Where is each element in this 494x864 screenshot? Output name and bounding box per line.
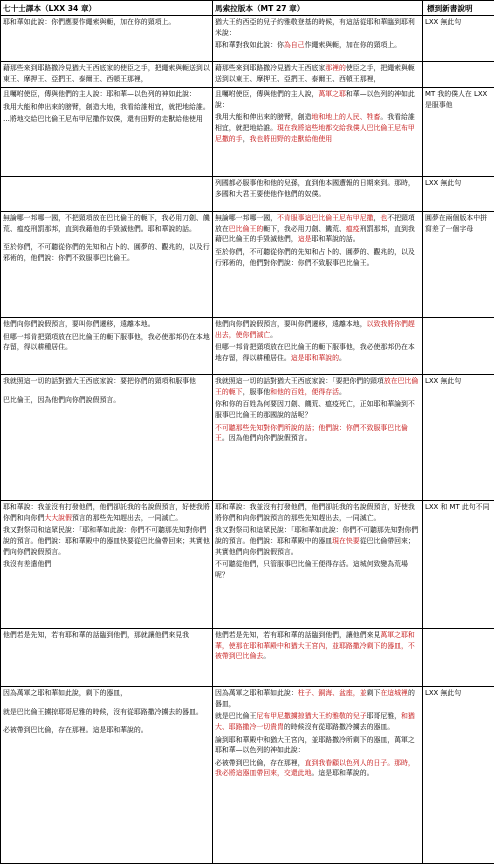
- note-cell: MT 我的僕人在 LXX 是服事他: [423, 88, 494, 177]
- highlight-span: 瘟疫: [346, 225, 360, 233]
- table-row: [1, 88, 494, 177]
- verse-paragraph: 我就照這一切的話對猶大王西底家說：「要把你們的頸項放在巴比倫王的軛下，服事他和他的百姓，便得存活。: [215, 376, 420, 397]
- mt-cell: [213, 318, 423, 375]
- highlight-span: 柱子、銅海、盆座，並: [298, 689, 367, 697]
- table-row: [1, 62, 494, 88]
- verse-paragraph: 耶和華如此說：你們應要作繩索與軛，加在你的頸項上。: [3, 17, 210, 28]
- highlight-span: 大大說假: [44, 514, 72, 522]
- highlight-span: 和猶大、耶路撒冷一切貴胄: [215, 712, 415, 731]
- highlight-span: 放在巴比倫王的軛下: [215, 377, 418, 396]
- verse-paragraph: 至於你們，不可聽從你們的先知和占卜的、圓夢的、觀兆的，以及行邪術的，他們說：你們不致服事巴比倫王。: [3, 242, 210, 263]
- lxx-cell: [1, 16, 213, 62]
- mt-cell: [213, 212, 423, 318]
- highlight-span: 地和地上的人民、牲畜: [311, 113, 380, 121]
- verse-paragraph: 我用大能和伸出來的膀臂，創造大地，我看給誰相宜，就把地給誰。: [3, 102, 210, 113]
- verse-paragraph: 耶和華說：我並沒有打發他們，他們卻託我的名說假預言，好使我將你們和向你們說預言的那些先知趕出去，一同滅亡。: [215, 502, 420, 523]
- table-row: [1, 177, 494, 212]
- verse-paragraph: 他們向你們說假預言，要叫你們遷移，遠離本地。: [3, 319, 210, 330]
- verse-paragraph: 就是巴比倫王尼布甲尼撒擄掠猶大王約雅敬的兒子耶哥尼雅，和猶大、耶路撒冷一切貴胄的時候沒有從耶路撒冷擄去的器皿。: [215, 711, 420, 732]
- verse-paragraph: 耶和華說：我並沒有打發他們，他們卻託我的名說假預言，好使我將你們和向你們大大說假預言的那些先知趕出去，一同滅亡。: [3, 502, 210, 523]
- mt-cell: [213, 177, 423, 212]
- highlight-span: 現在快要: [332, 537, 360, 545]
- header-row: [1, 1, 494, 16]
- note-cell: [423, 629, 494, 687]
- verse-paragraph: 藉那些來到耶路撒冷見猶大王西底家的使臣之手，把繩索與軛送到以東王、摩押王、亞捫王、泰爾王、西頓王那裡，: [3, 63, 210, 84]
- note-cell: [423, 62, 494, 88]
- highlight-span: 萬軍之耶: [318, 90, 346, 98]
- lxx-cell: [1, 687, 213, 864]
- verse-paragraph: 因為萬軍之耶和華如此說：柱子、銅海、盆座，並剩下在這城裡的器皿，: [215, 688, 420, 709]
- highlight-span: 直到我眷顧以色列人的日子。那時，我必將這器皿帶回來，交還此地: [215, 759, 415, 778]
- verse-paragraph: 但哪一邦肯把頸項放在巴比倫王的軛下服事他，我必使那邦仍在本地存留，得以耕種居住。: [3, 332, 210, 353]
- verse-paragraph: 你和你的百姓為何要因刀劍、饑荒、瘟疫死亡，正如耶和華論到不服事巴比倫王的那國說的話呢？: [215, 399, 420, 420]
- lxx-cell: [1, 318, 213, 375]
- highlight-span: 不可聽那些先知對你們所說的話；他們說：你們不致服事巴比倫王: [215, 424, 408, 443]
- note-cell: [423, 318, 494, 375]
- note-cell: LXX 和 MT 此句不同: [423, 501, 494, 629]
- highlight-span: 那裡的: [325, 64, 346, 72]
- verse-paragraph: 論到耶和華殿中和猶大王宮內，並耶路撒冷所剩下的器皿，萬軍之耶和華—以色列的神如此說：: [215, 735, 420, 756]
- header-lxx: 七十士譯本（LXX 34 章）: [1, 1, 213, 16]
- table-body: [1, 16, 494, 864]
- table-row: [1, 212, 494, 318]
- verse-paragraph: 我又對祭司和這眾民說：「耶和華如此說：你們不可聽那先知對你們說的預言。他們說：耶和華殿中的器皿快要從巴比倫帶回來；其實他們向你們說假預言。: [3, 525, 210, 557]
- lxx-cell: [1, 212, 213, 318]
- verse-paragraph: 必被帶到巴比倫，存在那裡，直到我眷顧以色列人的日子。那時，我必將這器皿帶回來，交還此地。這是耶和華說的。: [215, 758, 420, 779]
- note-cell: LXX 無此句: [423, 375, 494, 501]
- highlight-span: 這是: [298, 235, 312, 243]
- table-row: [1, 375, 494, 501]
- note-cell: LXX 無此句: [423, 687, 494, 864]
- header-note: 標到新書說明: [423, 1, 494, 16]
- mt-cell: [213, 687, 423, 864]
- verse-paragraph: 我沒有差遣他們: [3, 559, 210, 570]
- lxx-cell: [1, 177, 213, 212]
- highlight-span: 在這城裡: [380, 689, 408, 697]
- verse-paragraph: 猶大王約西亞的兒子約雅敬登基的時候，有這話從耶和華臨到耶利米說：: [215, 17, 420, 38]
- highlight-span: 尼布甲尼撒擄掠猶大王約雅敬的兒子: [256, 712, 366, 720]
- verse-paragraph: 至於你們，不可聽從你們的先知和占卜的、圓夢的、觀兆的，以及行邪術的，他們對你們說：你們不致服事巴比倫王。: [215, 247, 420, 268]
- verse-paragraph: 我就照這一切的話對猶大王西底家說：要把你們的頸項和服事他: [3, 376, 210, 387]
- verse-paragraph: 他們向你們說假預言，要叫你們遷移，遠離本地，以致我將你們趕出去，使你們滅亡。: [215, 319, 420, 340]
- mt-cell: [213, 629, 423, 687]
- header-mt: 馬索拉版本（MT 27 章）: [213, 1, 423, 16]
- verse-paragraph: 無論哪一邦哪一國，不把頸項放在巴比倫王的軛下，我必用刀劍、饑荒、瘟疫刑罰那邦，直到我藉他的手毀滅他們。耶和華說的話。: [3, 213, 210, 234]
- table-row: [1, 629, 494, 687]
- verse-paragraph: 因為萬軍之耶和華如此說，剩下的器皿，: [3, 688, 210, 699]
- verse-paragraph: 不可聽從他們，只管服事巴比倫王便得存活。這城何致變為荒場呢？: [215, 559, 420, 580]
- highlight-span: 巴比倫王的: [229, 225, 263, 233]
- note-cell: LXX 無此句: [423, 177, 494, 212]
- lxx-cell: [1, 629, 213, 687]
- verse-paragraph: 藉那些來到耶路撒冷見猶大王西底家那裡的使臣之手，把繩索與軛送到以東王、摩押王、亞捫王、泰爾王、西頓王那裡，: [215, 63, 420, 84]
- verse-paragraph: 我又對祭司和這眾民說：「耶和華如此說：你們不可聽那先知對你們說的預言。他們說：耶和華殿中的器皿現在快要從巴比倫帶回來；其實他們向你們說假預言。: [215, 525, 420, 557]
- mt-cell: [213, 62, 423, 88]
- verse-paragraph: 但哪一邦肯把頸項放在巴比倫王的軛下服事他，我必使那邦仍在本地存留，得以耕種居住。這是耶和華說的。: [215, 342, 420, 363]
- table-row: [1, 16, 494, 62]
- lxx-cell: [1, 501, 213, 629]
- mt-cell: [213, 88, 423, 177]
- highlight-span: 為自己: [284, 41, 305, 49]
- highlight-span: 和他的百姓，便得存活: [270, 388, 339, 396]
- highlight-span: 以致我將你們趕出去，使你們滅亡: [215, 320, 415, 339]
- table-row: [1, 318, 494, 375]
- mt-cell: [213, 375, 423, 501]
- lxx-cell: [1, 88, 213, 177]
- lxx-cell: [1, 375, 213, 501]
- verse-paragraph: 他們若是先知，若有耶和華的話臨到他們，那就讓他們來見我: [3, 630, 210, 641]
- note-cell: 圓夢在兩個版本中拼寫差了一個字母: [423, 212, 494, 318]
- verse-paragraph: 我用大能和伸出來的膀臂，創造地和地上的人民、牲畜。我看給誰相宜，就把地給誰。現在我將這些地都交給我僕人巴比倫王尼布甲尼撒的手，我也將田野的走獸給他使用: [215, 112, 420, 144]
- highlight-span: 不肯服事這巴比倫王尼布甲尼撒: [277, 214, 373, 222]
- verse-paragraph: 耶和華對我如此說：你為自己作繩索與軛，加在你的頸項上。: [215, 40, 420, 51]
- highlight-span: 現在我將這些地都交給我僕人巴比倫王尼布甲尼撒的手: [215, 124, 415, 143]
- verse-paragraph: …將地交給巴比倫王尼布甲尼撒作奴僕，還有田野的走獸給他使用: [3, 114, 210, 125]
- verse-paragraph: 列國都必服事他和他的兒孫，直到他本國遭報的日期來到。那時，多國和大君王要使他作他們的奴僕。: [215, 178, 420, 199]
- verse-paragraph: 巴比倫王，因為他們向你們說假預言。: [3, 395, 210, 406]
- verse-paragraph: 且囑咐使臣，傳與他們的主人說，萬軍之耶和華—以色列的神如此說：: [215, 89, 420, 110]
- verse-paragraph: 不可聽那些先知對你們所說的話；他們說：你們不致服事巴比倫王。因為他們向你們說假預言。: [215, 423, 420, 444]
- highlight-span: 我也將田野的走獸給他使用: [249, 135, 332, 143]
- mt-cell: [213, 16, 423, 62]
- note-cell: LXX 無此句: [423, 16, 494, 62]
- table-row: [1, 501, 494, 629]
- highlight-span: 萬軍之耶和華，使那在耶和華殿中和猶大王宮內，並耶路撒冷剩下的器皿，不被帶到巴比倫去: [215, 631, 415, 660]
- mt-cell: [213, 501, 423, 629]
- verse-paragraph: 就是巴比倫王擄掠耶哥尼雅的時候，沒有從耶路撒冷擄去的器皿。: [3, 707, 210, 718]
- verse-paragraph: 他們若是先知，若有耶和華的話臨到他們，讓他們來見萬軍之耶和華，使那在耶和華殿中和猶大王宮內，並耶路撒冷剩下的器皿，不被帶到巴比倫去。: [215, 630, 420, 662]
- verse-paragraph: 必被帶到巴比倫，存在那裡。這是耶和華說的。: [3, 725, 210, 736]
- highlight-span: 這是耶和華說的: [291, 354, 339, 362]
- verse-paragraph: 且囑咐使臣，傳與他們的主人說：耶和華—以色列的神如此說：: [3, 89, 210, 100]
- lxx-cell: [1, 62, 213, 88]
- table-row: [1, 687, 494, 864]
- verse-paragraph: 無論哪一邦哪一國，不肯服事這巴比倫王尼布甲尼撒，也不把頸項放在巴比倫王的軛下，我必用刀劍、饑荒、瘟疫刑罰那邦，直到我藉巴比倫王的手毀滅他們，這是耶和華說的話。: [215, 213, 420, 245]
- highlight-span: 也: [380, 214, 387, 222]
